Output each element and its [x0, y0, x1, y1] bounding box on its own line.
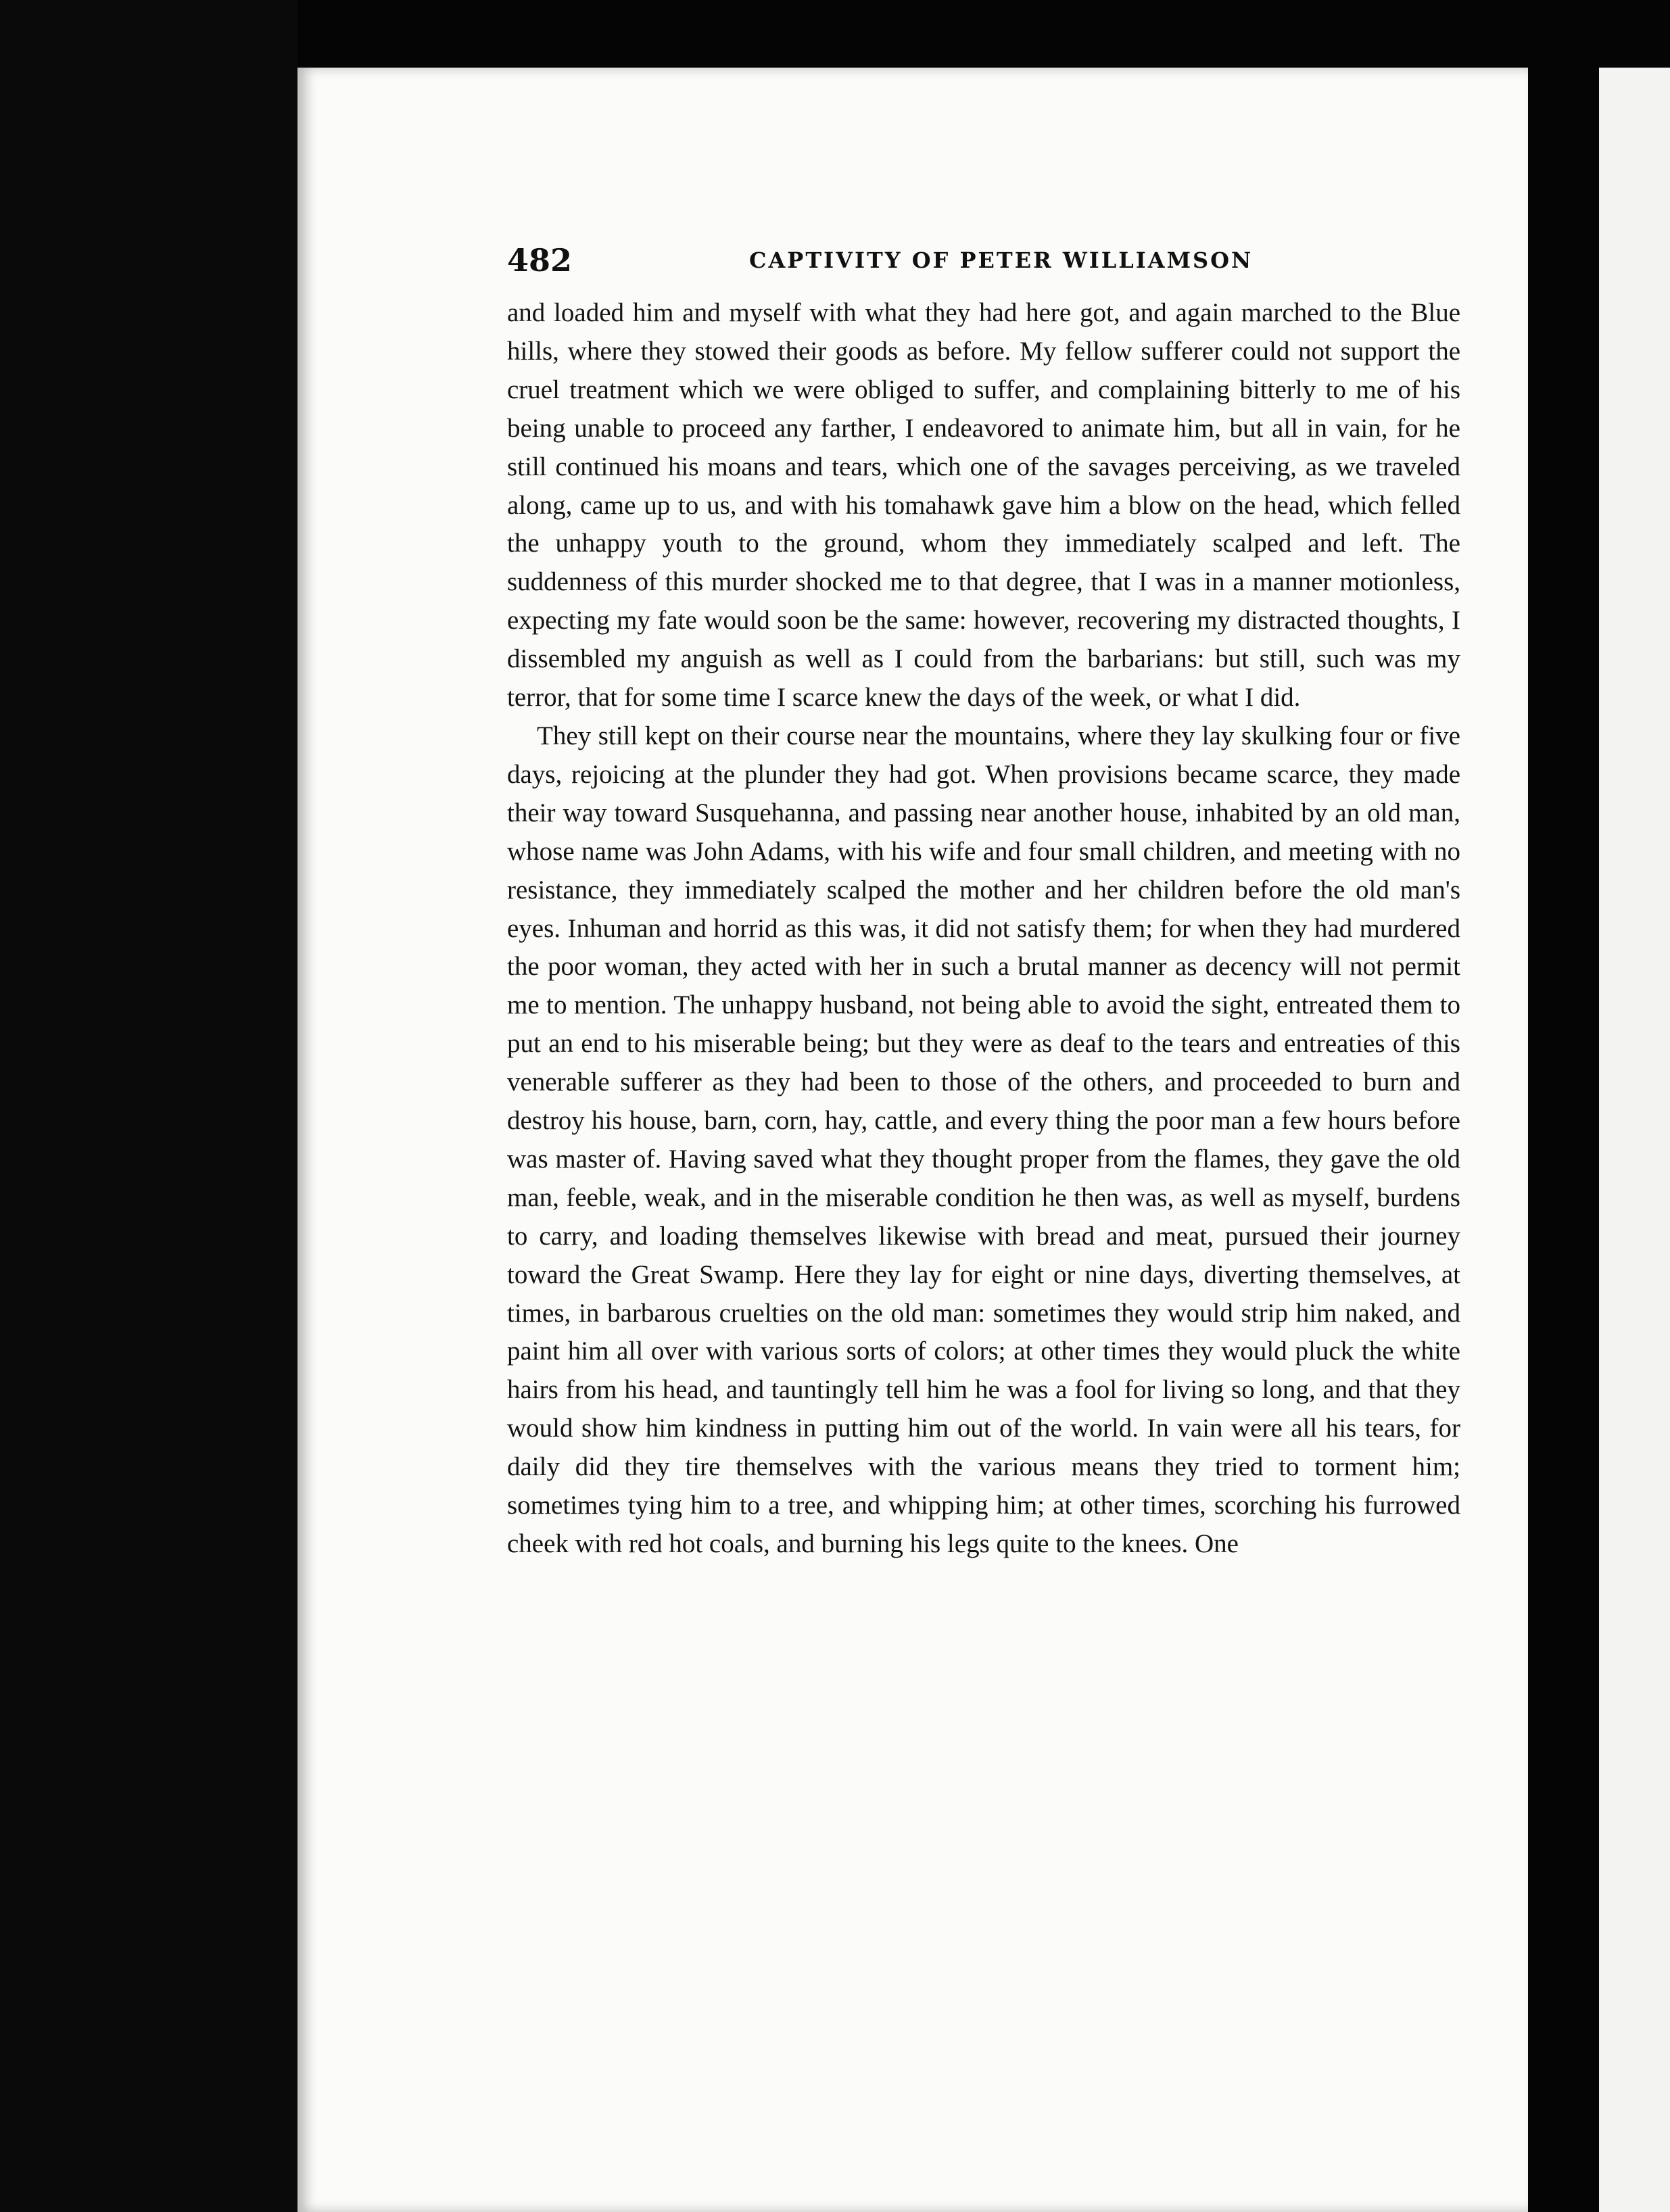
book-page — [297, 68, 1528, 2212]
scan-dark-margin-left — [0, 0, 297, 2212]
body-text — [507, 294, 1460, 1564]
paragraph: and loaded him and myself with what they had here got, and again marched to the Blue hills, where they stowed their goods as before. My fellow sufferer could not support the cruel treatment which we were obliged to suffer, and complaining bitterly to me of his being unable to proceed any farther, I endeavored to animate him, but all in vain, for he still continued his moans and tears, which one of the savages perceiving, as we traveled along, came up to us, and with his tomahawk gave him a blow on the head, which felled the unhappy youth to the ground, whom they immediately scalped and left. The suddenness of this murder shocked me to that degree, that I was in a manner motionless, expecting my fate would soon be the same: however, recovering my distracted thoughts, I dissembled my anguish as well as I could from the barbarians: but still, such was my terror, that for some time I scarce knew the days of the week, or what I did. — [507, 298, 1460, 713]
paragraph: They still kept on their course near the mountains, where they lay skulking four or five days, rejoicing at the plunder they had got. When provisions became scarce, they made their way toward Susquehanna, and passing near another house, inhabited by an old man, whose name was John Adams, with his wife and four small children, and meeting with no resistance, they immediately scalped the mother and her children before the old man's eyes. Inhuman and horrid as this was, it did not satisfy them; for when they had murdered the poor woman, they acted with her in such a brutal manner as decency will not permit me to mention. The unhappy husband, not being able to avoid the sight, entreated them to put an end to his miserable being; but they were as deaf to the tears and entreaties of this venerable sufferer as they had been to those of the others, and proceeded to burn and destroy his house, barn, corn, hay, cattle, and every thing the poor man a few hours before was master of. Having saved what they thought proper from the flames, they gave the old man, feeble, weak, and in the miserable condition he then was, as well as myself, burdens to carry, and loading themselves likewise with bread and meat, pursued their journey toward the Great Swamp. Here they lay for eight or nine days, diverting themselves, at times, in barbarous cruelties on the old man: sometimes they would strip him naked, and paint him all over with various sorts of colors; at other times they would pluck the white hairs from his head, and tauntingly tell him he was a fool for living so long, and that they would show him kindness in putting him out of the world. In vain were all his tears, for daily did they tire themselves with the various means they tried to torment him; sometimes tying him to a tree, and whipping him; at other times, scorching his furrowed cheek with red hot coals, and burning his legs quite to the knees. One — [507, 721, 1460, 1558]
adjacent-page-edge — [1599, 68, 1670, 2212]
running-title: CAPTIVITY OF PETER WILLIAMSON — [749, 247, 1254, 273]
page-number: 482 — [507, 242, 573, 279]
page-header — [507, 242, 1460, 283]
